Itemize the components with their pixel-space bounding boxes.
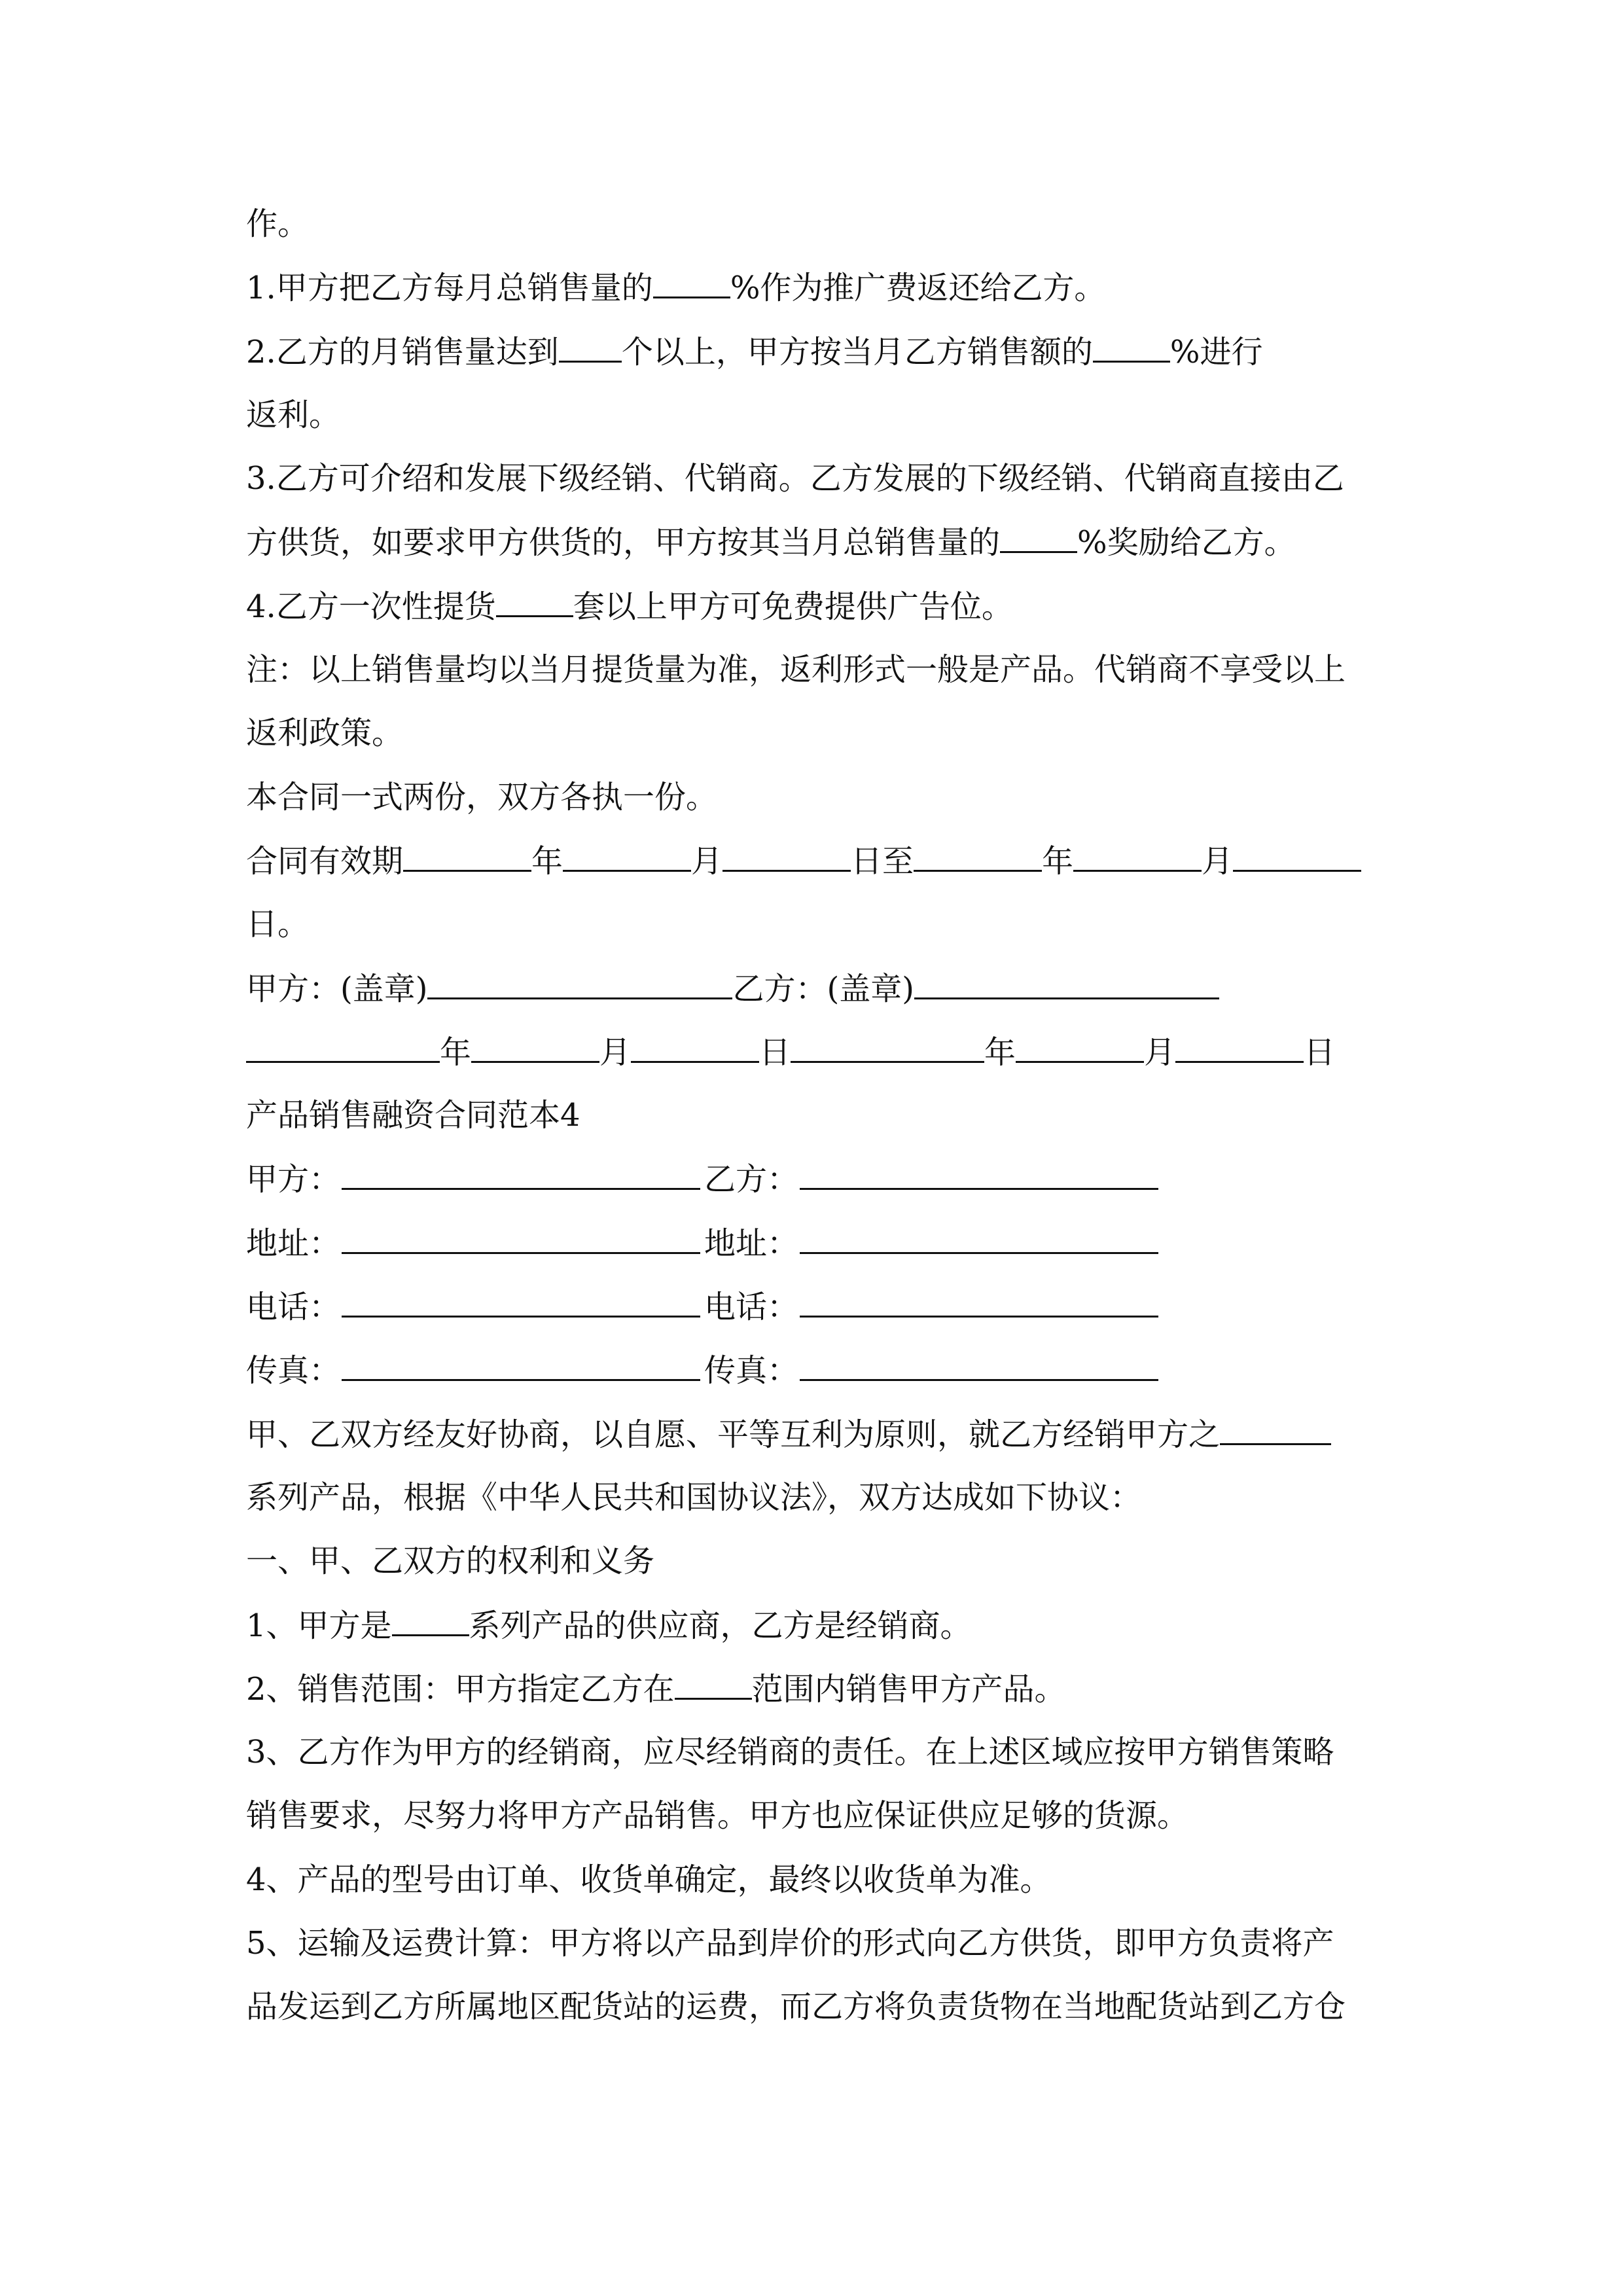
- phone-label: 电话：: [704, 1289, 799, 1326]
- signature-line: [246, 965, 1378, 1028]
- heading-text: 一、甲、乙双方的权利和义务: [246, 1543, 655, 1580]
- clause-text: 5、运输及运费计算：甲方将以产品到岸价的形式向乙方供货，即甲方负责将产: [246, 1925, 1334, 1962]
- intro-text: 甲、乙双方经友好协商，以自愿、平等互利为原则，就乙方经销甲方之: [246, 1416, 1221, 1453]
- party-b-input[interactable]: [800, 1155, 1158, 1190]
- section-title: [246, 1092, 1378, 1155]
- fill-in-blank[interactable]: [631, 1028, 759, 1063]
- fill-in-blank[interactable]: [1233, 837, 1361, 872]
- fill-in-blank[interactable]: [914, 837, 1042, 872]
- clause-text: 4.乙方一次性提货: [246, 588, 496, 625]
- rebate-clause-1: [246, 264, 1378, 327]
- clause-5: [246, 1920, 1378, 1983]
- paragraph-text: 作。: [246, 206, 310, 242]
- fill-in-blank[interactable]: [563, 837, 691, 872]
- clause-3: [246, 1729, 1378, 1792]
- fill-in-blank[interactable]: [1016, 1028, 1144, 1063]
- party-a-seal-blank[interactable]: [427, 965, 732, 999]
- clause-text: 2、销售范围：甲方指定乙方在: [246, 1670, 675, 1708]
- fill-in-blank[interactable]: [722, 837, 851, 872]
- clause-text: %奖励给乙方。: [1077, 524, 1296, 562]
- day-label: 日: [1304, 1033, 1336, 1071]
- note-text: 注：以上销售量均以当月提货量为准，返利形式一般是产品。代销商不享受以上: [246, 651, 1346, 689]
- clause-text: 3.乙方可介绍和发展下级经销、代销商。乙方发展的下级经销、代销商直接由乙: [246, 460, 1344, 497]
- party-b-fax-input[interactable]: [800, 1346, 1158, 1381]
- clause-5-cont: [246, 1983, 1378, 2047]
- clause-text: 1.甲方把乙方每月总销售量的: [246, 270, 653, 307]
- clause-1: [246, 1602, 1378, 1665]
- year-label: 年: [984, 1033, 1016, 1071]
- paragraph-text: 本合同一式两份，双方各执一份。: [246, 778, 718, 816]
- rebate-clause-4: [246, 583, 1378, 646]
- fill-in-blank[interactable]: [675, 1665, 752, 1700]
- rebate-clause-2: [246, 328, 1378, 391]
- intro-line: [246, 1474, 1378, 1537]
- party-a-seal-label: 甲方：(盖章): [246, 970, 428, 1007]
- fill-in-blank[interactable]: [559, 328, 622, 363]
- clause-text: 套以上甲方可免费提供广告位。: [573, 588, 1013, 625]
- year-label: 年: [1042, 842, 1074, 880]
- fill-in-blank[interactable]: [1000, 518, 1077, 553]
- address-row: [246, 1219, 1378, 1283]
- party-b-seal-blank[interactable]: [914, 965, 1219, 999]
- note-line: [246, 646, 1378, 709]
- party-a-address-input[interactable]: [342, 1219, 700, 1254]
- month-label: 月: [691, 842, 723, 880]
- clause-text: 销售要求，尽努力将甲方产品销售。甲方也应保证供应足够的货源。: [246, 1797, 1189, 1835]
- product-series-blank[interactable]: [1220, 1410, 1331, 1445]
- phone-label: 电话：: [246, 1289, 341, 1326]
- party-a-fax-input[interactable]: [342, 1346, 700, 1381]
- clause-text: 4、产品的型号由订单、收货单确定，最终以收货单为准。: [246, 1861, 1052, 1898]
- clause-text: 3、乙方作为甲方的经销商，应尽经销商的责任。在上述区域应按甲方销售策略: [246, 1734, 1334, 1771]
- clause-text: 2.乙方的月销售量达到: [246, 333, 559, 370]
- fax-label: 传真：: [704, 1352, 799, 1390]
- fill-in-blank[interactable]: [403, 837, 531, 872]
- signature-date-line: [246, 1028, 1378, 1092]
- clause-text: 范围内销售甲方产品。: [751, 1670, 1066, 1708]
- text-line: [246, 901, 1378, 964]
- clause-text: 系列产品的供应商，乙方是经销商。: [469, 1607, 972, 1644]
- text-line: [246, 391, 1378, 455]
- day-label: 日: [759, 1033, 791, 1071]
- section-heading: [246, 1537, 1378, 1601]
- party-b-phone-input[interactable]: [800, 1283, 1158, 1318]
- party-a-input[interactable]: [342, 1155, 700, 1190]
- party-name-row: [246, 1155, 1378, 1219]
- year-label: 年: [440, 1033, 472, 1071]
- contract-title: 产品销售融资合同范本4: [246, 1097, 580, 1134]
- clause-2: [246, 1665, 1378, 1729]
- clause-text: %作为推广费返还给乙方。: [730, 270, 1106, 307]
- intro-line: [246, 1410, 1378, 1474]
- fill-in-blank[interactable]: [791, 1028, 984, 1063]
- address-label: 地址：: [704, 1225, 799, 1262]
- validity-line: [246, 837, 1378, 901]
- clause-text: 个以上，甲方按当月乙方销售额的: [621, 333, 1093, 370]
- month-label: 月: [1202, 842, 1234, 880]
- party-b-seal-label: 乙方：(盖章): [732, 970, 914, 1007]
- text-line: [246, 518, 1378, 582]
- fill-in-blank[interactable]: [1073, 837, 1202, 872]
- year-label: 年: [531, 842, 563, 880]
- clause-text: 方供货，如要求甲方供货的，甲方按其当月总销售量的: [246, 524, 1001, 562]
- fax-label: 传真：: [246, 1352, 341, 1390]
- fill-in-blank[interactable]: [1093, 328, 1170, 363]
- fax-row: [246, 1346, 1378, 1410]
- fill-in-blank[interactable]: [471, 1028, 599, 1063]
- party-a-phone-input[interactable]: [342, 1283, 700, 1318]
- clause-text: 品发运到乙方所属地区配货站的运费，而乙方将负责货物在当地配货站到乙方仓: [246, 1988, 1346, 2026]
- validity-label: 合同有效期: [246, 842, 404, 880]
- fill-in-blank[interactable]: [1175, 1028, 1304, 1063]
- fill-in-blank[interactable]: [496, 583, 573, 617]
- text-line: [246, 200, 1378, 264]
- day-label: 日。: [246, 906, 310, 943]
- month-label: 月: [1144, 1033, 1176, 1071]
- note-line: [246, 709, 1378, 773]
- clause-text: 1、甲方是: [246, 1607, 392, 1644]
- clause-3-cont: [246, 1792, 1378, 1856]
- note-text: 返利政策。: [246, 715, 404, 752]
- party-a-label: 甲方：: [246, 1161, 341, 1198]
- party-b-label: 乙方：: [704, 1161, 799, 1198]
- address-label: 地址：: [246, 1225, 341, 1262]
- party-b-address-input[interactable]: [800, 1219, 1158, 1254]
- phone-row: [246, 1283, 1378, 1346]
- fill-in-blank[interactable]: [392, 1602, 469, 1636]
- intro-text: 系列产品，根据《中华人民共和国协议法》，双方达成如下协议：: [246, 1479, 1142, 1516]
- clause-text: %进行: [1169, 333, 1263, 370]
- day-to-label: 日至: [851, 842, 914, 880]
- clause-4: [246, 1856, 1378, 1920]
- fill-in-blank[interactable]: [653, 264, 730, 298]
- clause-text: 返利。: [246, 396, 341, 433]
- copies-line: [246, 774, 1378, 837]
- document-body: [246, 200, 1378, 2047]
- rebate-clause-3: [246, 455, 1378, 518]
- month-label: 月: [599, 1033, 632, 1071]
- fill-in-blank[interactable]: [246, 1028, 440, 1063]
